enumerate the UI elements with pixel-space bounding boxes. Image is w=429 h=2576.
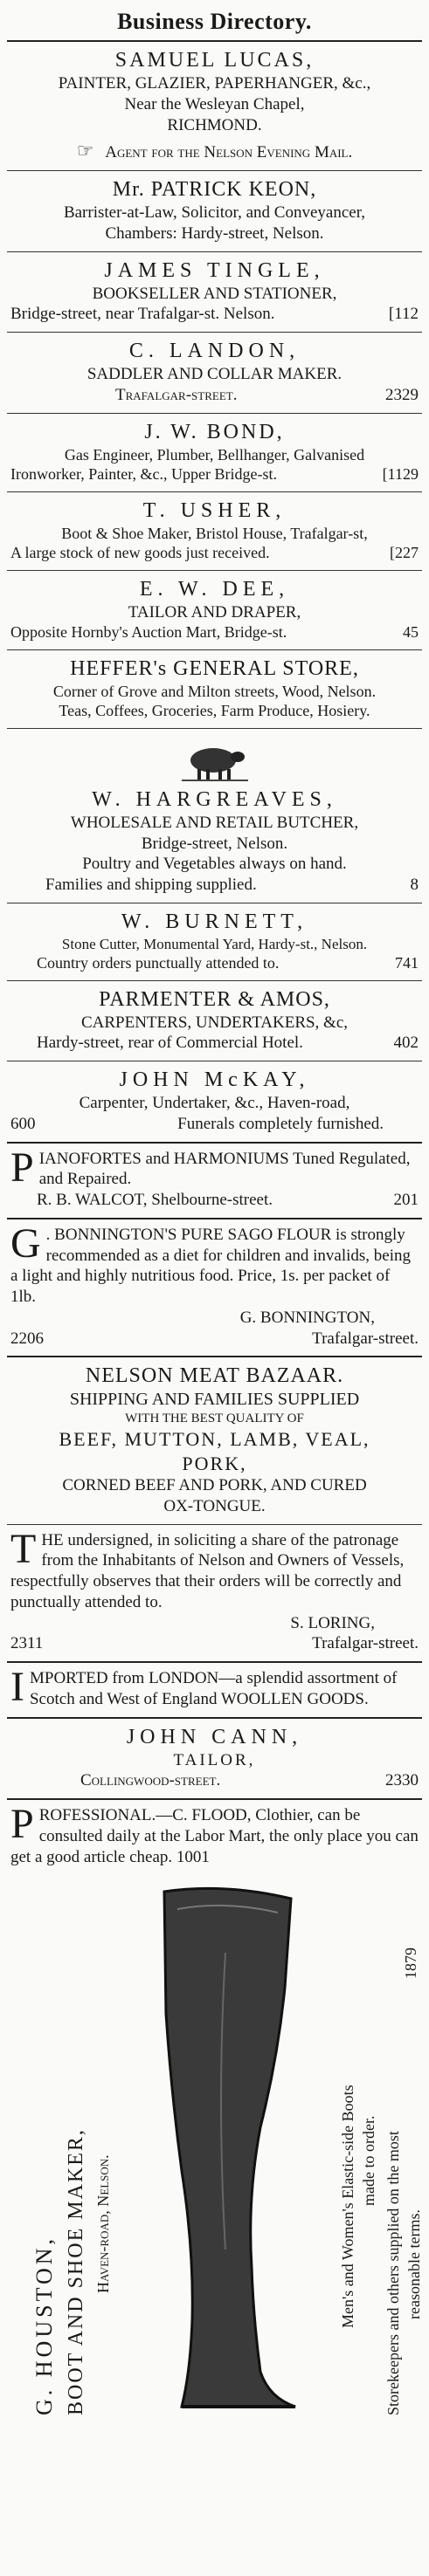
ad-dee <box>7 571 422 649</box>
ad-name: SAMUEL LUCAS, <box>114 49 315 72</box>
ad-cann <box>7 1719 422 1799</box>
ad-code: [112 <box>388 305 419 324</box>
ad-line: A large stock of new goods just received. <box>10 544 270 561</box>
page-title: Business Directory. <box>117 9 312 34</box>
ad-address: Opposite Hornby's Auction Mart, Bridge-st. <box>10 623 287 642</box>
ad-code: 741 <box>395 954 419 972</box>
ad-address: Trafalgar-street. <box>312 1329 419 1348</box>
ad-dropcap: P <box>10 1801 34 1847</box>
ad-name: HEFFER's GENERAL STORE, <box>70 656 359 680</box>
ad-address: Hardy-street, rear of Commercial Hotel. <box>37 1034 303 1053</box>
ad-code: 201 <box>393 1191 419 1209</box>
ad-line: Men's and Women's Elastic-side Boots <box>339 2085 356 2329</box>
ad-line: Country orders punctually attended to. <box>37 954 280 972</box>
ad-mckay <box>7 1061 422 1142</box>
ad-dropcap: T <box>10 1525 37 1572</box>
ad-address: R. B. WALCOT, Shelbourne-street. <box>37 1191 273 1209</box>
ad-line: WITH THE BEST QUALITY OF <box>125 1412 304 1426</box>
ad-dropcap: P <box>10 1144 34 1191</box>
ad-parmenter <box>7 981 422 1061</box>
ad-name: PARMENTER & AMOS, <box>99 987 330 1011</box>
ad-trade: Barrister-at-Law, Solicitor, and Conveyancer, <box>63 203 366 222</box>
ad-trade: TAILOR AND DRAPER, <box>128 602 301 622</box>
ad-name: NELSON MEAT BAZAAR. <box>85 1364 344 1388</box>
ad-name: JOHN McKAY, <box>119 1068 310 1091</box>
ad-meat-bazaar <box>7 1357 422 1523</box>
ad-walcot <box>7 1144 422 1218</box>
ad-address: Bridge-street, near Trafalgar-st. Nelson. <box>10 305 275 324</box>
ad-name: T. USHER, <box>142 498 287 522</box>
ad-line: Families and shipping supplied. <box>45 876 257 894</box>
ad-address: Near the Wesleyan Chapel, <box>124 94 305 113</box>
ad-usher <box>7 492 422 570</box>
ad-address: Trafalgar-street. <box>115 385 238 404</box>
ad-bonnington <box>7 1219 422 1357</box>
ad-line: Gas Engineer, Plumber, Bellhanger, Galvanised <box>64 445 365 464</box>
ad-address: Chambers: Hardy-street, Nelson. <box>105 223 324 243</box>
ad-trade: WHOLESALE AND RETAIL BUTCHER, <box>70 813 359 832</box>
ad-code: 8 <box>410 876 419 894</box>
ad-houston <box>7 1874 422 2433</box>
ad-hargreaves <box>7 729 422 903</box>
ad-trade: CARPENTERS, UNDERTAKERS, &c, <box>80 1013 349 1032</box>
ad-line: Storekeepers and others supplied on the most <box>384 2131 402 2416</box>
ad-burnett <box>7 903 422 980</box>
ad-line: made to order. <box>360 2115 377 2207</box>
ad-flood <box>7 1800 422 1874</box>
ad-line: CORNED BEEF AND PORK, AND CURED <box>62 1476 367 1494</box>
ad-line: Corner of Grove and Milton streets, Wood, Nelson. <box>52 682 377 700</box>
ad-address: Trafalgar-street. <box>312 1634 419 1653</box>
ad-trade: SADDLER AND COLLAR MAKER. <box>86 365 343 383</box>
ad-line: Carpenter, Undertaker, &c., Haven-road, <box>79 1094 350 1112</box>
ad-line: Funerals completely furnished. <box>177 1114 384 1133</box>
ad-line: PORK, <box>182 1452 247 1474</box>
ad-town: RICHMOND. <box>167 115 262 134</box>
ad-line: OX-TONGUE. <box>163 1496 266 1515</box>
ad-name: Mr. PATRICK KEON, <box>112 178 317 201</box>
ad-line: SHIPPING AND FAMILIES SUPPLIED <box>69 1390 360 1410</box>
ad-text: ROFESSIONAL.—C. FLOOD, Clothier, can be consulted daily at the Labor Mart, the only place you can get a good article cheap. <box>10 1806 419 1866</box>
ad-trade: TAILOR, <box>173 1750 256 1769</box>
ad-agent: Agent for the Nelson Evening Mail. <box>105 143 353 162</box>
ad-name: E. W. DEE, <box>139 577 290 601</box>
ad-bond <box>7 414 422 491</box>
ad-text: MPORTED from LONDON—a splendid assortment of Scotch and West of England WOOLLEN GOODS. <box>29 1669 398 1708</box>
ad-lucas <box>7 42 422 170</box>
ad-signature: G. BONNINGTON, <box>239 1308 375 1327</box>
ad-line: Boot & Shoe Maker, Bristol House, Trafalgar-st, <box>61 524 368 542</box>
ad-name: JAMES TINGLE, <box>104 258 325 282</box>
ad-name: W. HARGREAVES, <box>92 787 337 811</box>
ad-name: J. W. BOND, <box>144 420 285 443</box>
ad-line: Stone Cutter, Monumental Yard, Hardy-st., Nelson. <box>61 935 368 952</box>
ad-heffer <box>7 650 422 728</box>
ad-code: 2330 <box>385 1771 419 1790</box>
ad-code: 2206 <box>10 1329 44 1348</box>
ad-line: Poultry and Vegetables always on hand. <box>82 855 347 874</box>
ad-address: Collingwood-street. <box>80 1771 221 1790</box>
ad-imported <box>7 1663 422 1717</box>
ad-trade: PAINTER, GLAZIER, PAPERHANGER, &c., <box>58 74 371 93</box>
ad-code: 1001 <box>176 1847 210 1866</box>
ad-landon <box>7 333 422 413</box>
ad-name: JOHN CANN, <box>126 1725 303 1748</box>
ad-text: HE undersigned, in soliciting a share of the patronage from the Inhabitants of Nelson and Owners of Vessels, respectfully observes that their orders will be correctly and punctually attended to. <box>10 1530 405 1611</box>
ad-keon <box>7 171 422 251</box>
ad-name: G. HOUSTON, <box>31 2236 57 2416</box>
ad-text: IANOFORTES and HARMONIUMS Tuned Regulated, and Repaired. <box>38 1149 411 1189</box>
ad-trade: BOOKSELLER AND STATIONER, <box>92 284 337 303</box>
ad-address: Haven-road, Nelson. <box>94 2154 112 2294</box>
sheep-illustration-icon <box>180 739 250 783</box>
ad-line: Ironworker, Painter, &c., Upper Bridge-st. <box>10 465 277 483</box>
ad-address: Bridge-street, Nelson. <box>141 834 288 853</box>
ad-text: . BONNINGTON'S PURE SAGO FLOUR is strongly recommended as a diet for children and invalids, being a light and highly nutritious food. Price, 1s. per packet of 1lb. <box>10 1225 412 1306</box>
ad-tingle <box>7 252 422 333</box>
boot-illustration-icon <box>129 1883 322 2415</box>
ad-code: 402 <box>393 1034 419 1053</box>
ad-signature: S. LORING, <box>290 1613 375 1632</box>
ad-name: C. LANDON, <box>128 340 301 362</box>
ad-trade: BOOT AND SHOE MAKER, <box>65 2128 87 2416</box>
ad-code: [227 <box>390 544 419 561</box>
ad-line: BEEF, MUTTON, LAMB, VEAL, <box>59 1428 370 1450</box>
ad-dropcap: I <box>10 1664 24 1710</box>
ad-code: 1879 <box>402 1947 419 1980</box>
ad-loring <box>7 1525 422 1662</box>
ad-line: Teas, Coffees, Groceries, Farm Produce, Hosiery. <box>59 702 370 720</box>
ad-code: 600 <box>10 1114 36 1133</box>
ad-dropcap: G <box>10 1219 41 1267</box>
ad-code: 45 <box>403 623 419 642</box>
pointing-hand-icon: ☞ <box>76 140 94 162</box>
ad-code: [1129 <box>382 465 419 483</box>
ad-code: 2329 <box>385 385 419 404</box>
ad-line: reasonable terms. <box>405 2209 423 2320</box>
ad-code: 2311 <box>10 1634 44 1653</box>
ad-name: W. BURNETT, <box>121 910 308 933</box>
